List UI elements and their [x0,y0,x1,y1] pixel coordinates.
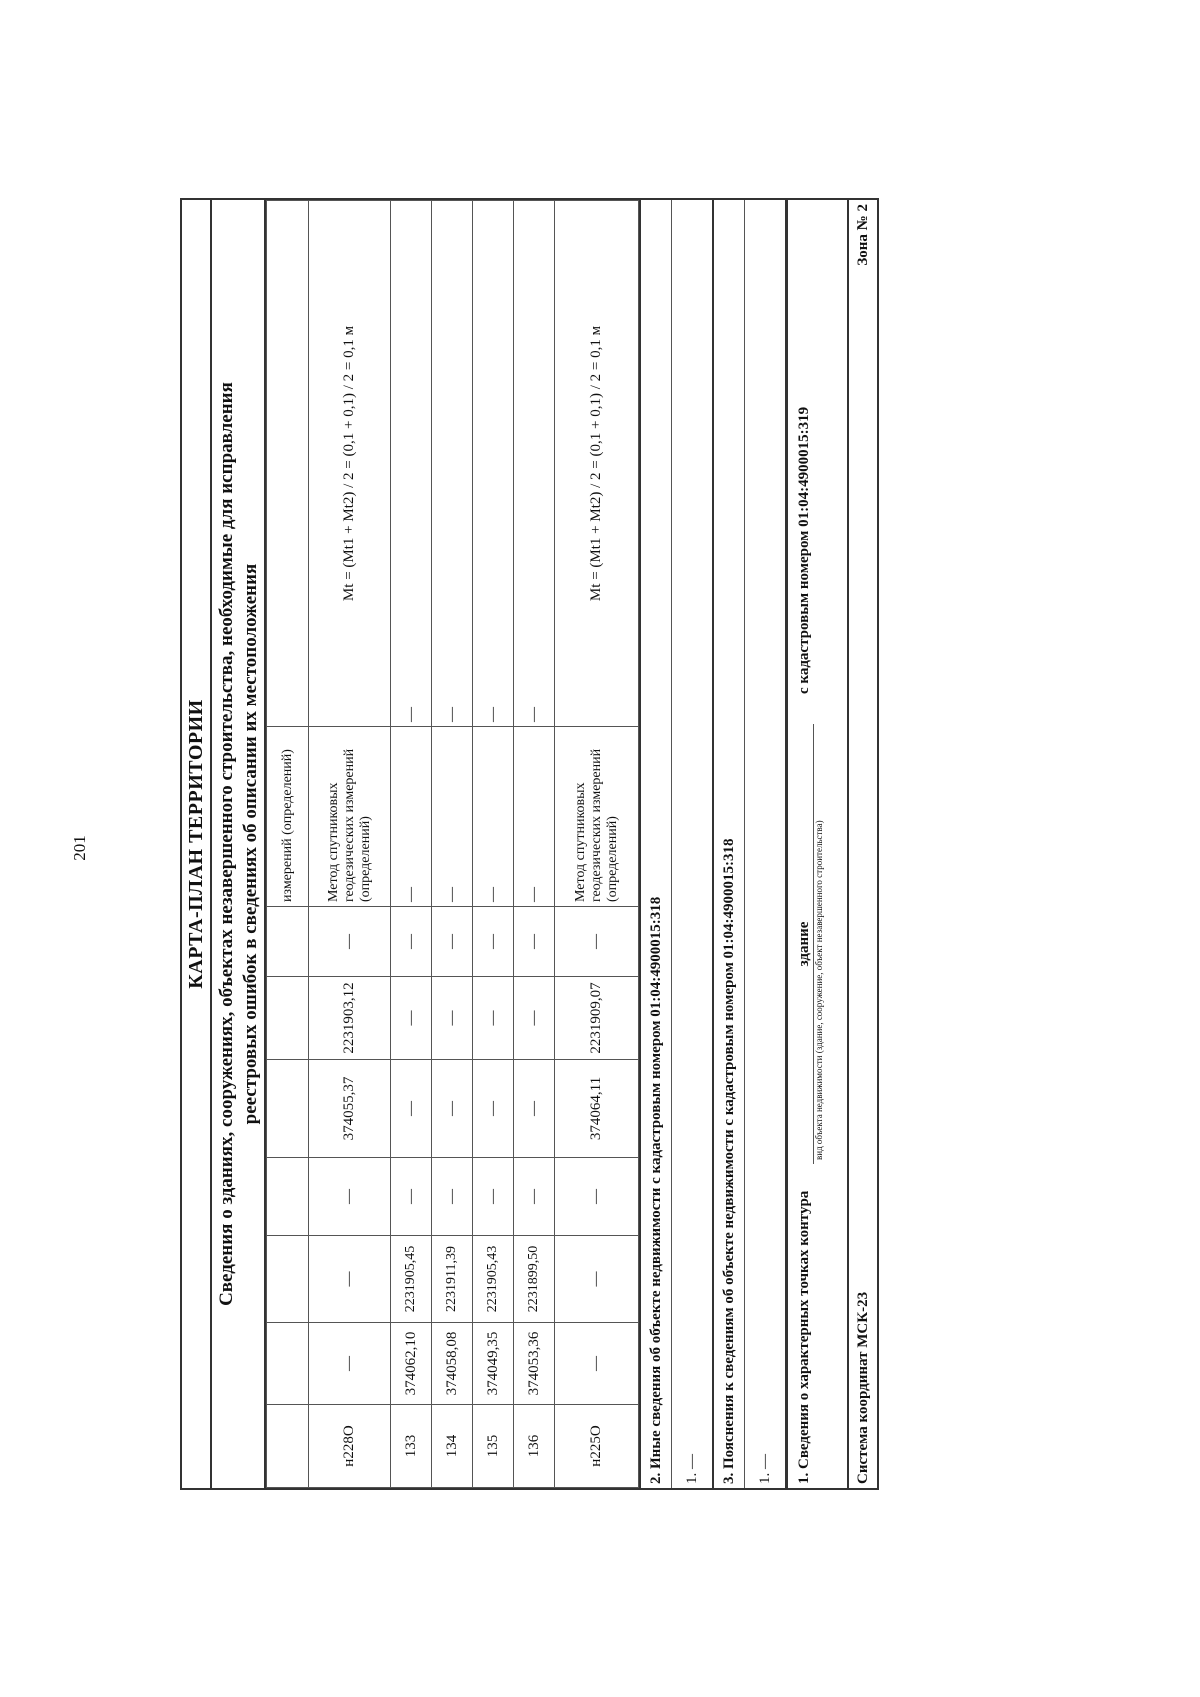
r-new-cell: — [473,907,514,977]
x-old-cell: 374062,10 [391,1323,432,1405]
object-type: здание [796,724,814,1164]
point-cell: 133 [391,1405,432,1488]
formula-cell: — [473,201,514,727]
x-old-cell: 374053,36 [514,1323,555,1405]
rotated-document [180,200,940,1490]
coordinates-table [266,200,639,1488]
y-old-cell: 2231911,39 [432,1236,473,1323]
zone-label: Зона № 2 [855,204,871,266]
y-new-cell: 2231903,12 [309,977,391,1060]
y-new-cell: — [391,977,432,1060]
page-title: КАРТА-ПЛАН ТЕРРИТОРИИ [182,200,212,1488]
r-old-cell: — [555,1158,639,1236]
x-old-cell: 374049,35 [473,1323,514,1405]
r-new-cell: — [309,907,391,977]
table-row [473,201,514,1488]
subtitle [212,200,266,1488]
point-cell: 135 [473,1405,514,1488]
document-frame [180,198,879,1490]
footer [847,200,877,1488]
section-3-title: 3. Пояснения к сведениям об объекте недвижимости с кадастровым номером 01:04:4900015:318 [712,200,745,1488]
section-3-item: 1. — [757,1454,773,1484]
formula-cell: Mt = (Mt1 + Mt2) / 2 = (0,1 + 0,1) / 2 = 0,1 м [555,201,639,727]
method-cell: — [514,727,555,907]
method-cell: — [432,727,473,907]
r-new-cell: — [391,907,432,977]
point-cell: н228О [309,1405,391,1488]
table-header-row [267,201,309,1488]
method-cell: — [473,727,514,907]
formula-cell: — [391,201,432,727]
method-cell: Метод спутниковых геодезических измерений (определений) [555,727,639,907]
r-new-cell: — [432,907,473,977]
section-1-label: 1. Сведения о характерных точках контура [796,1190,812,1484]
formula-cell: — [432,201,473,727]
y-new-cell: 2231909,07 [555,977,639,1060]
subtitle-line-1: Сведения о зданиях, сооружениях, объектах незавершенного строительства, необходимые для исправления [216,382,237,1306]
x-new-cell: — [432,1060,473,1158]
header-method-cell: измерений (определений) [267,727,309,907]
table-row [514,201,555,1488]
point-cell: 136 [514,1405,555,1488]
point-cell: н225О [555,1405,639,1488]
x-old-cell: — [555,1323,639,1405]
x-new-cell: — [473,1060,514,1158]
r-old-cell: — [432,1158,473,1236]
x-new-cell: — [391,1060,432,1158]
section-2-title: 2. Иные сведения об объекте недвижимости с кадастровым номером 01:04:4900015:318 [639,200,672,1488]
y-old-cell: 2231905,43 [473,1236,514,1323]
r-old-cell: — [309,1158,391,1236]
y-old-cell: — [555,1236,639,1323]
cadastral-number: с кадастровым номером 01:04:4900015:319 [796,406,812,694]
y-new-cell: — [473,977,514,1060]
page-number: 201 [70,835,89,861]
r-old-cell: — [391,1158,432,1236]
r-old-cell: — [514,1158,555,1236]
x-old-cell: 374058,08 [432,1323,473,1405]
r-old-cell: — [473,1158,514,1236]
r-new-cell: — [555,907,639,977]
section-1-header [785,200,847,1488]
r-new-cell: — [514,907,555,977]
method-cell: — [391,727,432,907]
object-type-hint: вид объекта недвижимости (здание, сооружение, объект незавершенного строительства) [814,820,824,1160]
y-new-cell: — [432,977,473,1060]
coordinate-system: Система координат МСК-23 [855,1291,871,1484]
y-old-cell: — [309,1236,391,1323]
x-new-cell: — [514,1060,555,1158]
y-old-cell: 2231899,50 [514,1236,555,1323]
y-new-cell: — [514,977,555,1060]
formula-cell: — [514,201,555,727]
table-row [391,201,432,1488]
x-old-cell: — [309,1323,391,1405]
formula-cell: Mt = (Mt1 + Mt2) / 2 = (0,1 + 0,1) / 2 = 0,1 м [309,201,391,727]
table-row [309,201,391,1488]
table-row [555,201,639,1488]
x-new-cell: 374064,11 [555,1060,639,1158]
x-new-cell: 374055,37 [309,1060,391,1158]
table-row [432,201,473,1488]
point-cell: 134 [432,1405,473,1488]
method-cell: Метод спутниковых геодезических измерений (определений) [309,727,391,907]
subtitle-line-2: реестровых ошибок в сведениях об описании их местоположения [240,563,261,1125]
y-old-cell: 2231905,45 [391,1236,432,1323]
section-2-item: 1. — [684,1454,700,1484]
